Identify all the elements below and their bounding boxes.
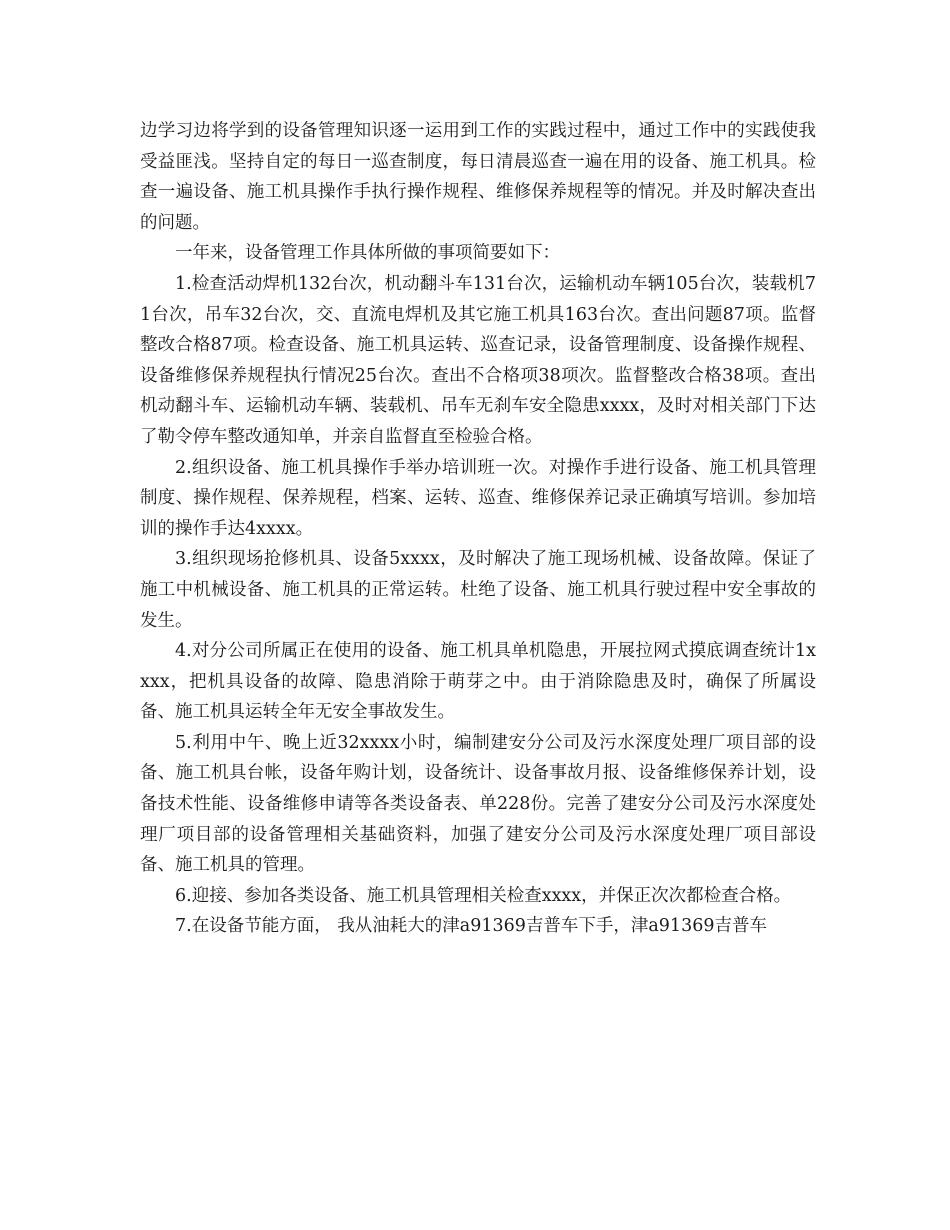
paragraph-summary-intro: 一年来，设备管理工作具体所做的事项简要如下： — [175, 243, 560, 264]
paragraph-continuation: 边学习边将学到的设备管理知识逐一运用到工作的实践过程中，通过工作中的实践使我受益匪浅。坚持自定的每日一巡查制度，每日清晨巡查一遍在用的设备、施工机具。检查一遍设备、施工机具操作手执行操作规程、维修保养规程等的情况。并及时解决查出的问题。 — [140, 121, 816, 233]
paragraph-item-3: 3.组织现场抢修机具、设备5xxxx，及时解决了施工现场机械、设备故障。保证了施工中机械设备、施工机具的正常运转。杜绝了设备、施工机具行驶过程中安全事故的发生。 — [140, 549, 816, 631]
paragraph-item-4: 4.对分公司所属正在使用的设备、施工机具单机隐患，开展拉网式摸底调查统计1xxxx，把机具设备的故障、隐患消除于萌芽之中。由于消除隐患及时，确保了所属设备、施工机具运转全年无安全事故发生。 — [140, 641, 816, 723]
document-body — [140, 116, 816, 942]
paragraph-item-6: 6.迎接、参加各类设备、施工机具管理相关检查xxxx，并保正次次都检查合格。 — [175, 885, 792, 906]
paragraph-item-5: 5.利用中午、晚上近32xxxx小时，编制建安分公司及污水深度处理厂项目部的设备、施工机具台帐，设备年购计划，设备统计、设备事故月报、设备维修保养计划，设备技术性能、设备维修申请等各类设备表、单228份。完善了建安分公司及污水深度处理厂项目部的设备管理相关基础资料，加强了建安分公司及污水深度处理厂项目部设备、施工机具的管理。 — [140, 732, 816, 876]
paragraph-item-7: 7.在设备节能方面， 我从油耗大的津a91369吉普车下手，津a91369吉普车 — [175, 916, 767, 937]
paragraph-item-1: 1.检查活动焊机132台次，机动翻斗车131台次，运输机动车辆105台次，装载机71台次，吊车32台次，交、直流电焊机及其它施工机具163台次。查出问题87项。监督整改合格87项。检查设备、施工机具运转、巡查记录，设备管理制度、设备操作规程、设备维修保养规程执行情况25台次。查出不合格项38项次。监督整改合格38项。查出机动翻斗车、运输机动车辆、装载机、吊车无刹车安全隐患xxxx，及时对相关部门下达了勒令停车整改通知单，并亲自监督直至检验合格。 — [140, 273, 816, 447]
paragraph-item-2: 2.组织设备、施工机具操作手举办培训班一次。对操作手进行设备、施工机具管理制度、操作规程、保养规程，档案、运转、巡查、维修保养记录正确填写培训。参加培训的操作手达4xxxx。 — [140, 457, 816, 539]
